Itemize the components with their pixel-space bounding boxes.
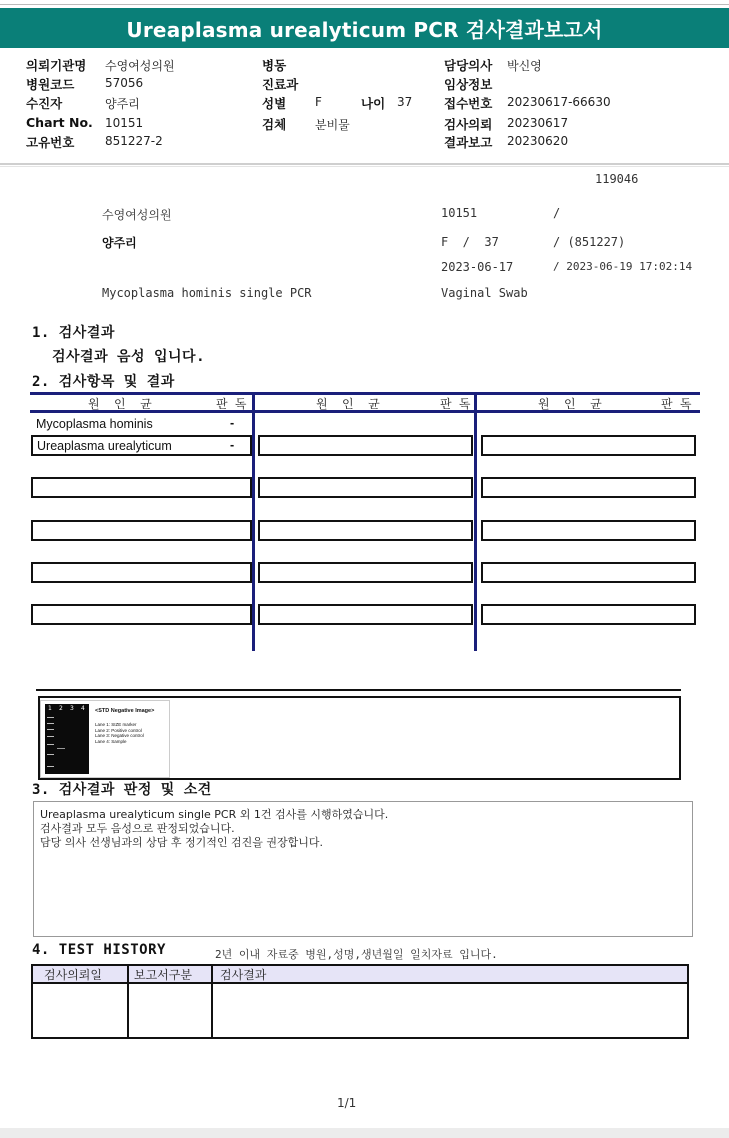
summary-slash: / (553, 206, 561, 220)
lane-1-label: 1 (48, 705, 52, 712)
pathogen-result: - (230, 438, 235, 452)
label-patient: 수진자 (26, 96, 63, 111)
label-chart-no: Chart No. (26, 115, 93, 130)
result-cell (258, 520, 473, 541)
section1-result-text: 검사결과 음성 입니다. (52, 349, 206, 365)
lane-2-label: 2 (59, 705, 63, 712)
top-border (0, 4, 729, 5)
gel-legend-item: Lane 4: Sample (95, 738, 127, 744)
value-receipt-no: 20230617-66630 (507, 95, 611, 109)
value-hospital-code: 57056 (105, 76, 144, 90)
history-col-divider-1 (127, 964, 129, 1039)
result-cell (31, 604, 252, 625)
report-number: 119046 (595, 172, 639, 186)
table-col-divider-1 (252, 395, 255, 651)
label-ward: 병동 (262, 58, 287, 73)
value-report-date: 20230620 (507, 134, 569, 148)
col-header-pathogen-1: 원 인 균 (88, 397, 152, 411)
marker-band (47, 744, 54, 745)
label-doctor: 담당의사 (444, 58, 493, 73)
section3-title: 3. 검사결과 판정 및 소견 (32, 782, 212, 798)
page-bottom-band (0, 1128, 729, 1138)
opinion-line: 검사결과 모두 음성으로 판정되었습니다. (40, 822, 235, 835)
result-cell (258, 435, 473, 456)
result-cell (31, 435, 252, 456)
result-cell (258, 604, 473, 625)
result-cell (481, 604, 696, 625)
gel-image-frame (38, 696, 681, 780)
lane-4-label: 4 (81, 705, 85, 712)
header-divider (0, 163, 729, 165)
marker-band (47, 766, 54, 767)
page-number: 1/1 (337, 1096, 357, 1110)
col-header-judge-1: 판 독 (216, 397, 247, 411)
gel-title: <STD Negative Image> (95, 708, 155, 714)
label-age: 나이 (361, 96, 386, 111)
label-hospital: 의뢰기관명 (26, 58, 87, 73)
summary-date-request: 2023-06-17 (441, 260, 514, 274)
value-request-date: 20230617 (507, 116, 569, 130)
gel-legend (95, 722, 144, 744)
marker-band (47, 717, 54, 718)
summary-test-name: Mycoplasma hominis single PCR (102, 286, 312, 300)
label-dept: 진료과 (262, 77, 299, 92)
gel-image-panel (40, 700, 170, 778)
label-specimen: 검체 (262, 117, 287, 132)
col-header-pathogen-2: 원 인 균 (316, 397, 380, 411)
result-cell (481, 520, 696, 541)
gel-photo (45, 704, 89, 774)
result-cell (481, 562, 696, 583)
result-cell (31, 520, 252, 541)
summary-hospital: 수영여성의원 (102, 208, 172, 222)
result-cell (31, 477, 252, 498)
marker-band (47, 736, 54, 737)
lane-3-label: 3 (70, 705, 74, 712)
section2-title: 2. 검사항목 및 결과 (32, 374, 175, 390)
result-cell (31, 562, 252, 583)
value-specimen: 분비물 (315, 118, 350, 132)
history-header-result: 검사결과 (220, 968, 267, 982)
gel-legend-item: Lane 1: SIZE marker (95, 722, 137, 727)
gel-legend-item: Lane 2: Positive control (95, 727, 142, 733)
result-cell (481, 477, 696, 498)
value-chart-no: 10151 (105, 116, 144, 130)
gel-top-rule (36, 689, 681, 691)
value-hospital: 수영여성의원 (105, 59, 175, 73)
marker-band (47, 754, 54, 755)
header-divider-shadow (0, 166, 729, 167)
opinion-box (33, 801, 693, 937)
label-sex: 성별 (262, 96, 287, 111)
col-header-judge-2: 판 독 (440, 397, 471, 411)
history-note: 2년 이내 자료중 병원,성명,생년월일 일치자료 입니다. (215, 948, 498, 961)
table-col-divider-2 (474, 395, 477, 651)
col-header-pathogen-3: 원 인 균 (538, 397, 602, 411)
result-cell (481, 435, 696, 456)
section1-title: 1. 검사결과 (32, 325, 115, 341)
positive-control-band (57, 748, 65, 749)
label-hospital-code: 병원코드 (26, 77, 75, 92)
result-cell (258, 562, 473, 583)
label-unique-no: 고유번호 (26, 135, 75, 150)
result-cell (258, 477, 473, 498)
summary-sex-age: F / 37 (441, 235, 499, 249)
summary-date-report: / 2023-06-19 17:02:14 (553, 260, 693, 273)
history-header-request-date: 검사의뢰일 (44, 968, 102, 982)
label-report-date: 결과보고 (444, 135, 493, 150)
value-unique-no: 851227-2 (105, 134, 163, 148)
history-header-row (31, 964, 689, 984)
col-header-judge-3: 판 독 (661, 397, 692, 411)
pathogen-name: Ureaplasma urealyticum (37, 439, 172, 453)
opinion-line: Ureaplasma urealyticum single PCR 외 1건 검사를 시행하였습니다. (40, 808, 389, 821)
label-receipt-no: 접수번호 (444, 96, 493, 111)
value-sex: F (315, 95, 322, 109)
pathogen-name: Mycoplasma hominis (36, 417, 153, 431)
label-clinical-info: 임상정보 (444, 77, 493, 92)
gel-legend-item: Lane 3: Negative control (95, 733, 144, 738)
label-request-date: 검사의뢰 (444, 117, 493, 132)
history-header-report-type: 보고서구분 (134, 968, 192, 982)
pathogen-result: - (230, 416, 235, 430)
value-doctor: 박신영 (507, 59, 542, 73)
section4-title: 4. TEST HISTORY (32, 942, 166, 958)
opinion-line: 담당 의사 선생님과의 상담 후 정기적인 검진을 권장합니다. (40, 836, 323, 849)
history-body (31, 982, 689, 1039)
summary-specimen: Vaginal Swab (441, 286, 528, 300)
value-patient: 양주리 (105, 97, 140, 111)
header-info (26, 56, 726, 156)
marker-band (47, 729, 54, 730)
summary-patient: 양주리 (102, 236, 137, 250)
history-col-divider-2 (211, 964, 213, 1039)
summary-chart: 10151 (441, 206, 478, 220)
marker-band (47, 723, 54, 724)
value-age: 37 (397, 95, 413, 109)
report-title: Ureaplasma urealyticum PCR 검사결과보고서 (0, 8, 729, 48)
opinion-text (40, 808, 388, 850)
summary-birth: / (851227) (553, 235, 626, 249)
